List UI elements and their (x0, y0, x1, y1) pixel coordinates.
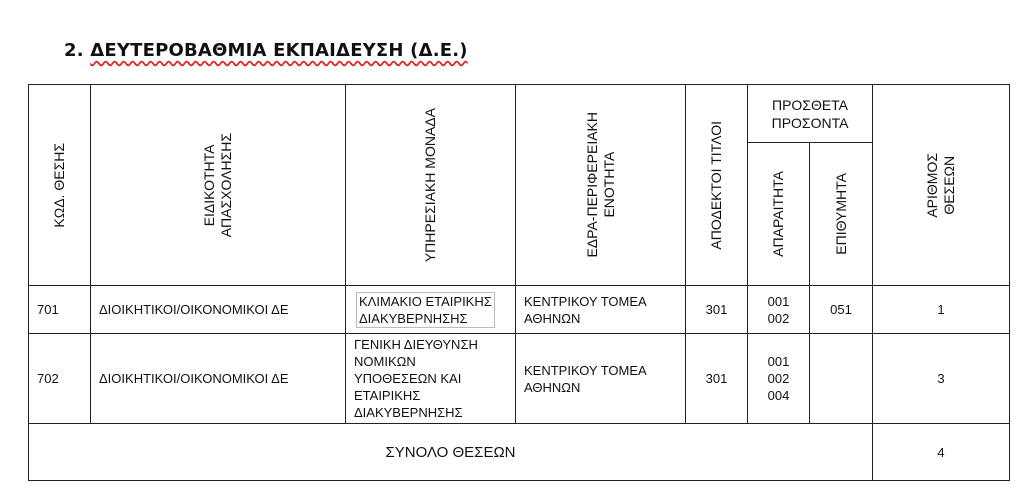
cell-code: 702 (29, 334, 91, 424)
header-desired (810, 143, 873, 286)
header-positions-text: ΑΡΙΘΜΟΣ ΘΕΣΕΩΝ (924, 152, 957, 218)
header-required-text: ΑΠΑΡΑΙΤΗΤΑ (770, 171, 786, 257)
section-number: 2. (64, 40, 84, 61)
header-titles (686, 85, 748, 286)
cell-required: 001 002 004 (748, 334, 810, 424)
cell-specialty: ΔΙΟΙΚΗΤΙΚΟΙ/ΟΙΚΟΝΟΜΙΚΟΙ ΔΕ (91, 286, 346, 334)
header-specialty (91, 85, 346, 286)
cell-required: 001 002 (748, 286, 810, 334)
total-label: ΣΥΝΟΛΟ ΘΕΣΕΩΝ (29, 424, 873, 481)
header-unit-text: ΥΠΗΡΕΣΙΑΚΗ ΜΟΝΑΔΑ (422, 107, 438, 263)
cell-positions: 1 (873, 286, 1010, 334)
table-row (29, 334, 1010, 424)
cell-unit: ΓΕΝΙΚΗ ΔΙΕΥΘΥΝΣΗ ΝΟΜΙΚΩΝ ΥΠΟΘΕΣΕΩΝ ΚΑΙ ΕΤΑΙΡΙΚΗΣ ΔΙΑΚΥΒΕΡΝΗΣΗΣ (346, 334, 516, 424)
header-required (748, 143, 810, 286)
cell-titles: 301 (686, 286, 748, 334)
header-desired-text: ΕΠΙΘΥΜΗΤΑ (832, 173, 849, 255)
header-seat (516, 85, 686, 286)
header-code-text: ΚΩΔ. ΘΕΣΗΣ (51, 142, 67, 228)
header-positions (873, 85, 1010, 286)
cell-desired: 051 (810, 286, 873, 334)
header-code (29, 85, 91, 286)
cell-code: 701 (29, 286, 91, 334)
header-seat-text: ΕΔΡΑ-ΠΕΡΙΦΕΡΕΙΑΚΗ ΕΝΟΤΗΤΑ (583, 112, 617, 258)
section-heading (64, 40, 468, 61)
total-value: 4 (873, 424, 1010, 481)
header-unit (346, 85, 516, 286)
cell-seat: ΚΕΝΤΡΙΚΟΥ ΤΟΜΕΑ ΑΘΗΝΩΝ (516, 286, 686, 334)
cell-specialty: ΔΙΟΙΚΗΤΙΚΟΙ/ΟΙΚΟΝΟΜΙΚΟΙ ΔΕ (91, 334, 346, 424)
header-titles-text: ΑΠΟΔΕΚΤΟΙ ΤΙΤΛΟΙ (708, 120, 724, 250)
table-row (29, 286, 1010, 334)
header-qualifications: ΠΡΟΣΘΕΤΑ ΠΡΟΣΟΝΤΑ (748, 85, 873, 143)
total-row (29, 424, 1010, 481)
cell-unit (346, 286, 516, 334)
cell-desired (810, 334, 873, 424)
cell-titles: 301 (686, 334, 748, 424)
positions-table (28, 84, 1010, 481)
unit-text-box[interactable]: ΚΛΙΜΑΚΙΟ ΕΤΑΙΡΙΚΗΣ ΔΙΑΚΥΒΕΡΝΗΣΗΣ (356, 292, 495, 328)
header-specialty-text: ΕΙΔΙΚΟΤΗΤΑ ΑΠΑΣΧΟΛΗΣΗΣ (201, 132, 234, 238)
cell-seat: ΚΕΝΤΡΙΚΟΥ ΤΟΜΕΑ ΑΘΗΝΩΝ (516, 334, 686, 424)
cell-positions: 3 (873, 334, 1010, 424)
section-title: ΔΕΥΤΕΡΟΒΑΘΜΙΑ ΕΚΠΑΙΔΕΥΣΗ (Δ.Ε.) (90, 40, 468, 61)
header-row (29, 85, 1010, 143)
